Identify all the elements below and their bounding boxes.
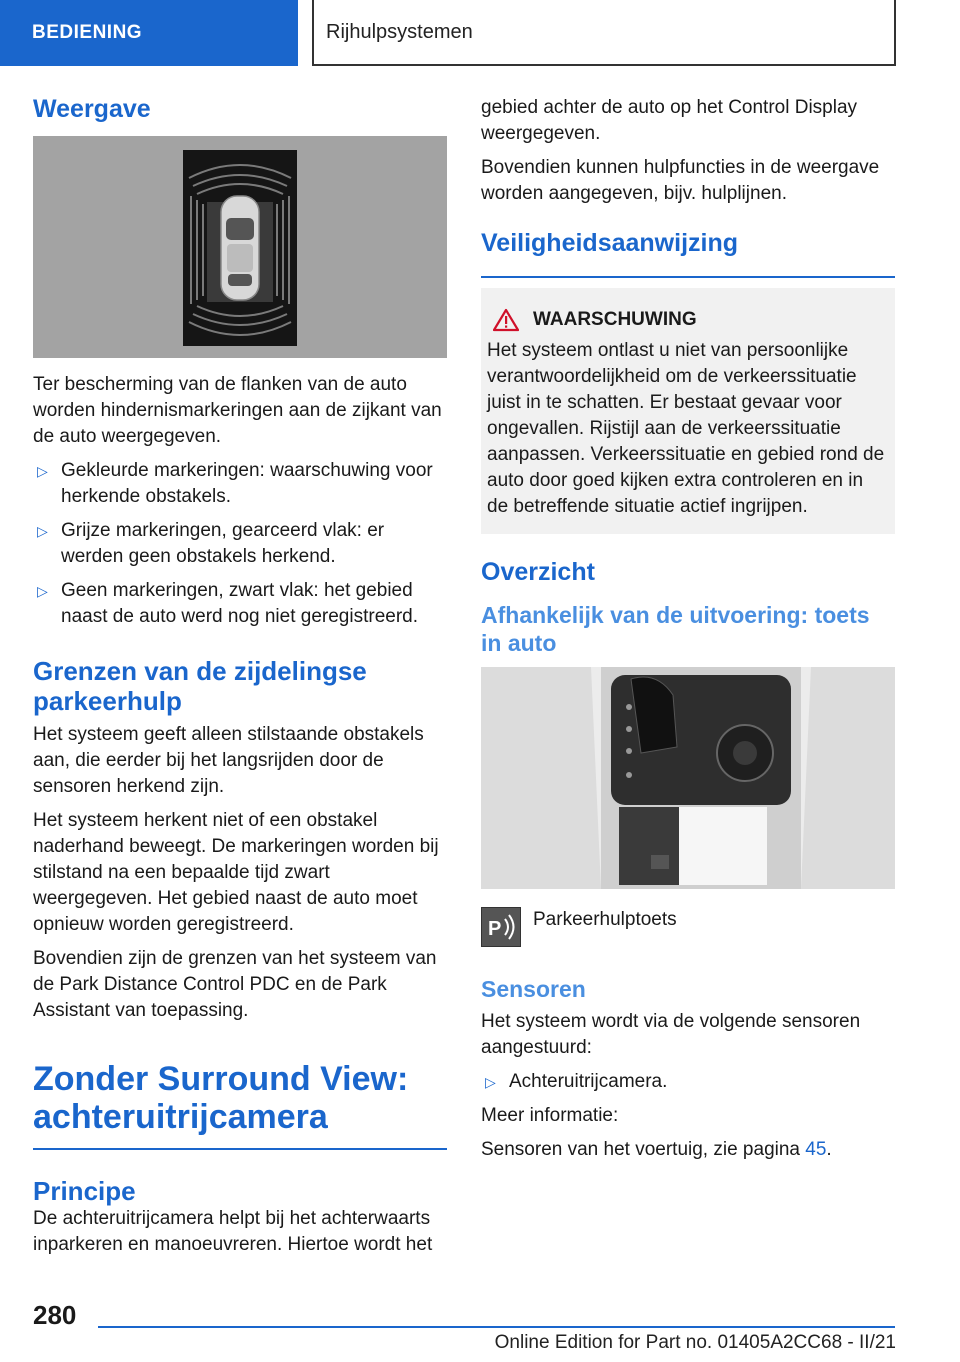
grenzen-paragraph-3: Bovendien zijn de grenzen van het systeem van de Park Distance Control PDC en de Park Assistant van toepassing. <box>33 948 437 1021</box>
warning-box <box>481 288 895 534</box>
park-assist-button-icon <box>481 907 521 947</box>
triangle-bullet-icon: ▷ <box>37 583 48 599</box>
button-legend <box>481 907 895 947</box>
warning-text: Het systeem ontlast u niet van persoonlijke verantwoordelijkheid om de verkeerssituatie juist in te schatten. Er bestaat gevaar voor ongevallen. Rijstijl aan de verkeerssituatie aanpassen. Verkeerssituatie en gebied rond de auto door goed kijken extra controleren en in de betreffende situatie actief ingrijpen. <box>487 340 885 517</box>
triangle-bullet-icon: ▷ <box>37 523 48 539</box>
list-item: ▷ Achteruitrijcamera. <box>481 1069 895 1095</box>
list-item: ▷ Gekleurde markeringen: waarschuwing voor herkende obstakels. <box>37 460 433 507</box>
weergave-text: Ter bescherming van de flanken van de auto worden hindernismarkeringen aan de zijkant van de auto weergegeven. <box>33 374 442 447</box>
afhankelijk-heading: Afhankelijk van de uitvoering: toets in auto <box>481 602 870 656</box>
sensoren-list <box>481 1069 895 1095</box>
svg-text:P: P <box>488 918 502 940</box>
right-column <box>481 95 895 1171</box>
zonder-surround-heading: Zonder Surround View: achteruitrijcamera <box>33 1060 409 1136</box>
continued-paragraph-2: Bovendien kunnen hulpfuncties in de weergave worden aangegeven, bijv. hulplijnen. <box>481 157 880 204</box>
triangle-bullet-icon: ▷ <box>485 1074 496 1090</box>
header-section: BEDIENING <box>0 0 298 66</box>
meer-informatie: Meer informatie: <box>481 1105 619 1126</box>
footer-edition: Online Edition for Part no. 01405A2CC68 - II/21 <box>494 1332 896 1353</box>
page-link[interactable]: 45 <box>805 1139 827 1160</box>
warning-label: WAARSCHUWING <box>533 309 697 330</box>
grenzen-paragraph-2: Het systeem herkent niet of een obstakel naderhand beweegt. De markeringen worden bij stilstand na een bepaalde tijd zwart weergegeven. Het gebied naast de auto moet opnieuw worden geregistreerd. <box>33 810 439 935</box>
side-view-display-image <box>33 136 447 358</box>
veiligheid-heading: Veiligheidsaanwijzing <box>481 229 739 257</box>
sensoren-heading: Sensoren <box>481 976 586 1002</box>
sensoren-reference: Sensoren van het voertuig, zie pagina 45. <box>481 1139 832 1160</box>
button-caption: Parkeerhulptoets <box>533 909 677 930</box>
page-number: 280 <box>33 1300 77 1330</box>
weergave-list <box>33 458 447 630</box>
grenzen-paragraph-1: Het systeem geeft alleen stilstaande obstakels aan, die eerder bij het langsrijden door de sensoren herkend zijn. <box>33 724 424 797</box>
overzicht-heading: Overzicht <box>481 558 595 586</box>
warning-top-rule <box>481 276 895 278</box>
triangle-bullet-icon: ▷ <box>37 463 48 479</box>
sensoren-text: Het systeem wordt via de volgende sensoren aangestuurd: <box>481 1011 861 1058</box>
footer-rule <box>98 1326 895 1328</box>
weergave-heading: Weergave <box>33 95 151 123</box>
console-button-image <box>481 667 895 889</box>
continued-paragraph-1: gebied achter de auto op het Control Display weergegeven. <box>481 97 858 144</box>
left-column <box>33 95 447 1266</box>
list-item: ▷ Geen markeringen, zwart vlak: het gebied naast de auto werd nog niet geregistreerd. <box>37 580 419 627</box>
header-chapter: Rijhulpsystemen <box>312 0 896 66</box>
grenzen-heading: Grenzen van de zijdelingse parkeerhulp <box>33 656 367 716</box>
warning-header <box>487 308 889 332</box>
principe-text: De achteruitrijcamera helpt bij het achterwaarts inparkeren en manoeuvreren. Hiertoe wordt het <box>33 1208 433 1255</box>
principe-heading: Principe <box>33 1176 136 1206</box>
list-item: ▷ Grijze markeringen, gearceerd vlak: er werden geen obstakels herkend. <box>37 520 385 567</box>
warning-triangle-icon <box>493 308 519 332</box>
